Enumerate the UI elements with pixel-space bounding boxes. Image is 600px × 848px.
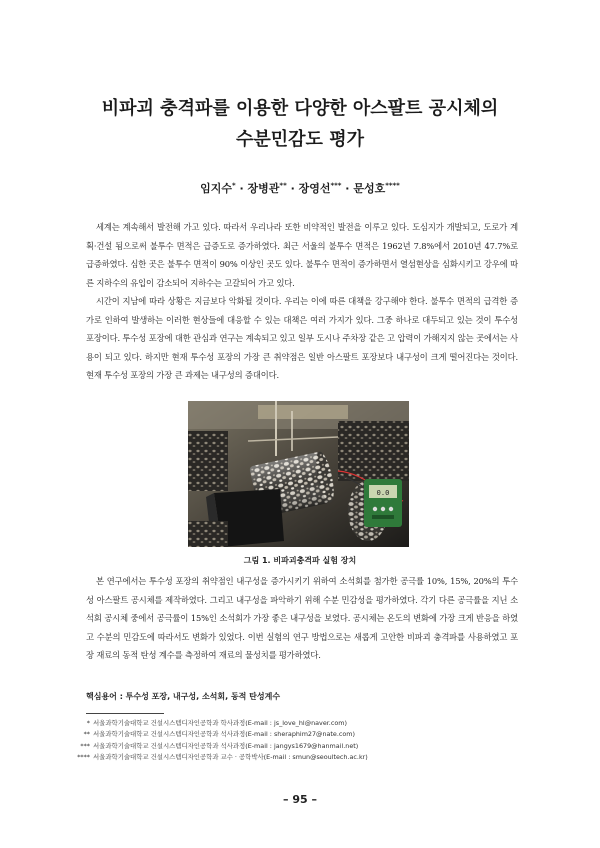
author-separator: · <box>286 182 299 195</box>
author-separator: · <box>235 182 248 195</box>
figure-caption: 그림 1. 비파괴충격파 실험 장치 <box>243 556 357 565</box>
author-list <box>0 180 600 196</box>
footnote-item <box>72 729 532 740</box>
page-number: – 95 – <box>283 793 317 806</box>
author-name: 장영선 <box>298 182 331 195</box>
footnote-text: 서울과학기술대학교 건설시스템디자인공학과 학사과정(E-mail : js_love_hl@naver.com) <box>93 719 347 727</box>
footnote-text: 서울과학기술대학교 건설시스템디자인공학과 석사과정(E-mail : jangys1679@hanmail.net) <box>93 741 359 750</box>
paper-title <box>0 93 600 155</box>
footnote-item <box>72 752 532 763</box>
abstract-paragraph: 세계는 계속해서 발전해 가고 있다. 따라서 우리나라 또한 비약적인 발전을 이루고 있다. 도심지가 개발되고, 도로가 계획·건설 됨으로써 불투수 면적은 급증도로 증가하였다. 최근 서울의 불투수 면적은 1962년 7.8%에서 2010년 47.7%로 급증하였다. 심한 곳은 불투수 면적이 90% 이상인 곳도 있다. 불투수 면적이 증가하면서 열섬현상을 심화시키고 강우에 따른 지하수의 유입이 감소되어 지하수는 고갈되어 가고 있다. <box>86 222 518 288</box>
abstract-paragraph: 시간이 지남에 따라 상황은 지금보다 악화될 것이다. 우리는 이에 따른 대책을 강구해야 한다. 불투수 면적의 급격한 증가로 인하여 발생하는 이러한 현상들에 대응할 수 있는 대책은 여러 가지가 있다. 그중 하나로 대두되고 있는 것이 투수성 포장이다. 투수성 포장에 대한 관심과 연구는 계속되고 있고 일부 도시나 주차장 같은 고 압력이 가해지지 않는 곳에서는 사용이 되고 있다. 하지만 현재 투수성 포장의 가장 큰 취약점은 일반 아스팔트 포장보다 내구성이 크게 떨어진다는 것이다. 현재 투수성 포장의 가장 큰 과제는 내구성의 증대이다. <box>86 296 518 380</box>
author-separator: · <box>341 182 354 195</box>
footnote-text: 서울과학기술대학교 건설시스템디자인공학과 석사과정(E-mail : sheraphim27@nate.com) <box>93 730 356 739</box>
footnote-text: 서울과학기술대학교 건설시스템디자인공학과 교수 · 공학박사(E-mail : smun@seoultech.ac.kr) <box>93 752 368 761</box>
footnote-item <box>72 741 532 752</box>
author-mark: * <box>232 181 236 190</box>
author-mark: **** <box>385 181 400 190</box>
footnote-item <box>72 718 532 729</box>
author-mark: ** <box>279 181 287 190</box>
logger-display-value: 0.0 <box>376 489 390 497</box>
abstract-section <box>86 218 518 385</box>
title-line-1: 비파괴 충격파를 이용한 다양한 아스팔트 공시체의 <box>101 98 499 119</box>
footnote-mark: **** <box>77 752 90 761</box>
body-paragraph: 본 연구에서는 투수성 포장의 취약점인 내구성을 증가시키기 위하여 소석회를 첨가한 공극률 10%, 15%, 20%의 투수성 아스팔트 공시체를 제작하였다. 그리고 내구성을 파악하기 위해 수분 민감성을 평가하였다. 각기 다른 공극률을 지닌 소석회 공시체 중에서 공극률이 15%인 소석회가 가장 좋은 내구성을 보였다. 공시체는 온도의 변화에 가장 크게 반응을 하였고 수분의 민감도에 따라서도 변화가 있었다. 이번 실험의 연구 방법으로는 새롭게 고안한 비파괴 충격파를 사용하였고 포장 재료의 동적 탄성 계수를 측정하여 재료의 물성치를 평가하였다. <box>86 576 518 660</box>
author-name: 임지수 <box>200 182 233 195</box>
author-mark: *** <box>330 181 342 190</box>
author-name: 장병관 <box>247 182 280 195</box>
impact-wave-apparatus-image <box>188 401 409 547</box>
footnote-mark: * <box>86 719 90 727</box>
keywords: 핵심용어 : 투수성 포장, 내구성, 소석회, 동적 탄성계수 <box>86 692 281 701</box>
experiment-photo <box>188 401 409 547</box>
body-section <box>86 572 518 665</box>
author-name: 문성호 <box>353 182 386 195</box>
footnote-mark: ** <box>83 730 90 739</box>
footnote-mark: *** <box>80 741 90 750</box>
title-line-2: 수분민감도 평가 <box>236 129 364 150</box>
footnotes <box>72 718 532 763</box>
footnote-divider <box>86 713 164 714</box>
